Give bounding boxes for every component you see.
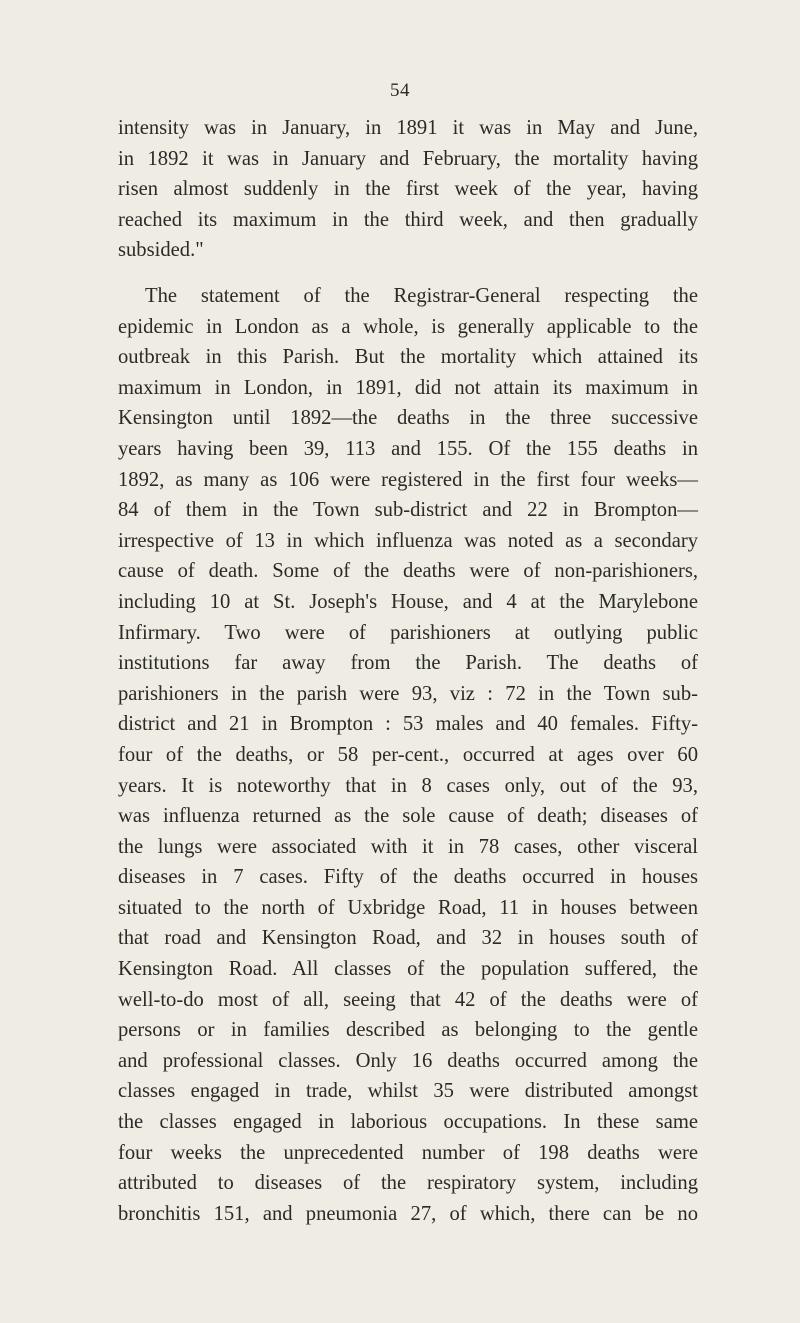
text-line: the lungs were associated with it in 78 cases, other visceral [118,835,698,858]
text-line: 84 of them in the Town sub-district and 22 in Brompton— [118,499,698,522]
text-line: classes engaged in trade, whilst 35 were distributed amongst [118,1080,698,1103]
paragraph-continuation [118,113,698,266]
text-line: parishioners in the parish were 93, viz : 72 in the Town sub- [118,682,698,705]
text-line: well-to-do most of all, seeing that 42 of the deaths were of [118,988,698,1011]
text-line: was influenza returned as the sole cause of death; diseases of [118,805,698,828]
text-line: diseases in 7 cases. Fifty of the deaths occurred in houses [118,866,698,889]
text-line: institutions far away from the Parish. The deaths of [118,652,698,675]
text-line: attributed to diseases of the respiratory system, including [118,1172,698,1195]
paragraph-registrar-general [118,281,698,1229]
text-line: outbreak in this Parish. But the mortality which attained its [118,346,698,369]
text-line: and professional classes. Only 16 deaths occurred among the [118,1049,698,1072]
text-line: Kensington until 1892—the deaths in the three successive [118,407,698,430]
text-line: Kensington Road. All classes of the population suffered, the [118,958,698,981]
text-line: in 1892 it was in January and February, the mortality having [118,147,698,170]
text-line: subsided." [118,239,204,262]
text-line: bronchitis 151, and pneumonia 27, of which, there can be no [118,1202,698,1225]
text-line: irrespective of 13 in which influenza was noted as a secondary [118,529,698,552]
text-line: district and 21 in Brompton : 53 males and 40 females. Fifty- [118,713,698,736]
text-line: Infirmary. Two were of parishioners at outlying public [118,621,698,644]
text-line: four of the deaths, or 58 per-cent., occurred at ages over 60 [118,743,698,766]
text-line: the classes engaged in laborious occupations. In these same [118,1111,698,1134]
text-line: risen almost suddenly in the first week of the year, having [118,178,698,201]
text-line: intensity was in January, in 1891 it was in May and June, [118,117,698,139]
text-line: maximum in London, in 1891, did not attain its maximum in [118,376,698,399]
text-line: that road and Kensington Road, and 32 in houses south of [118,927,698,950]
text-line: cause of death. Some of the deaths were of non-parishioners, [118,560,698,583]
text-line: including 10 at St. Joseph's House, and 4 at the Marylebone [118,590,698,613]
text-line: persons or in families described as belonging to the gentle [118,1019,698,1042]
text-line: years having been 39, 113 and 155. Of the 155 deaths in [118,437,698,460]
text-line: The statement of the Registrar-General respecting the [145,285,698,307]
text-line: reached its maximum in the third week, and then gradually [118,208,698,231]
text-line: epidemic in London as a whole, is generally applicable to the [118,315,698,338]
text-line: years. It is noteworthy that in 8 cases only, out of the 93, [118,774,698,797]
text-line: 1892, as many as 106 were registered in the first four weeks— [118,468,698,491]
text-line: four weeks the unprecedented number of 198 deaths were [118,1141,698,1164]
text-line: situated to the north of Uxbridge Road, 11 in houses between [118,896,698,919]
page-number: 54 [390,80,410,101]
